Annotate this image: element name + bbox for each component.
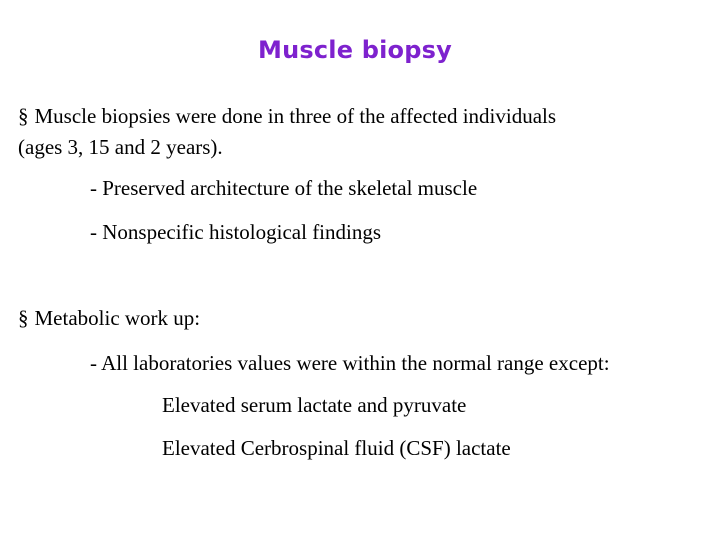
detail-serum-lactate: Elevated serum lactate and pyruvate (162, 393, 467, 417)
sub-item-histology: - Nonspecific histological findings (90, 220, 382, 244)
bullet-1-text: Muscle biopsies were done in three of the affected individuals (34, 104, 557, 128)
bullet-1-line-1 (18, 102, 556, 130)
slide-title: Muscle biopsy (258, 36, 452, 64)
sub-item-laboratories: - All laboratories values were within the normal range except: (90, 351, 610, 375)
bullet-marker: § (18, 104, 29, 128)
bullet-2-text: Metabolic work up: (34, 306, 201, 330)
bullet-1-line-2: (ages 3, 15 and 2 years). (18, 135, 223, 159)
detail-csf-lactate: Elevated Cerbrospinal fluid (CSF) lactate (162, 436, 511, 460)
bullet-2-line (18, 304, 200, 332)
bullet-marker: § (18, 306, 29, 330)
sub-item-architecture: - Preserved architecture of the skeletal muscle (90, 176, 478, 200)
